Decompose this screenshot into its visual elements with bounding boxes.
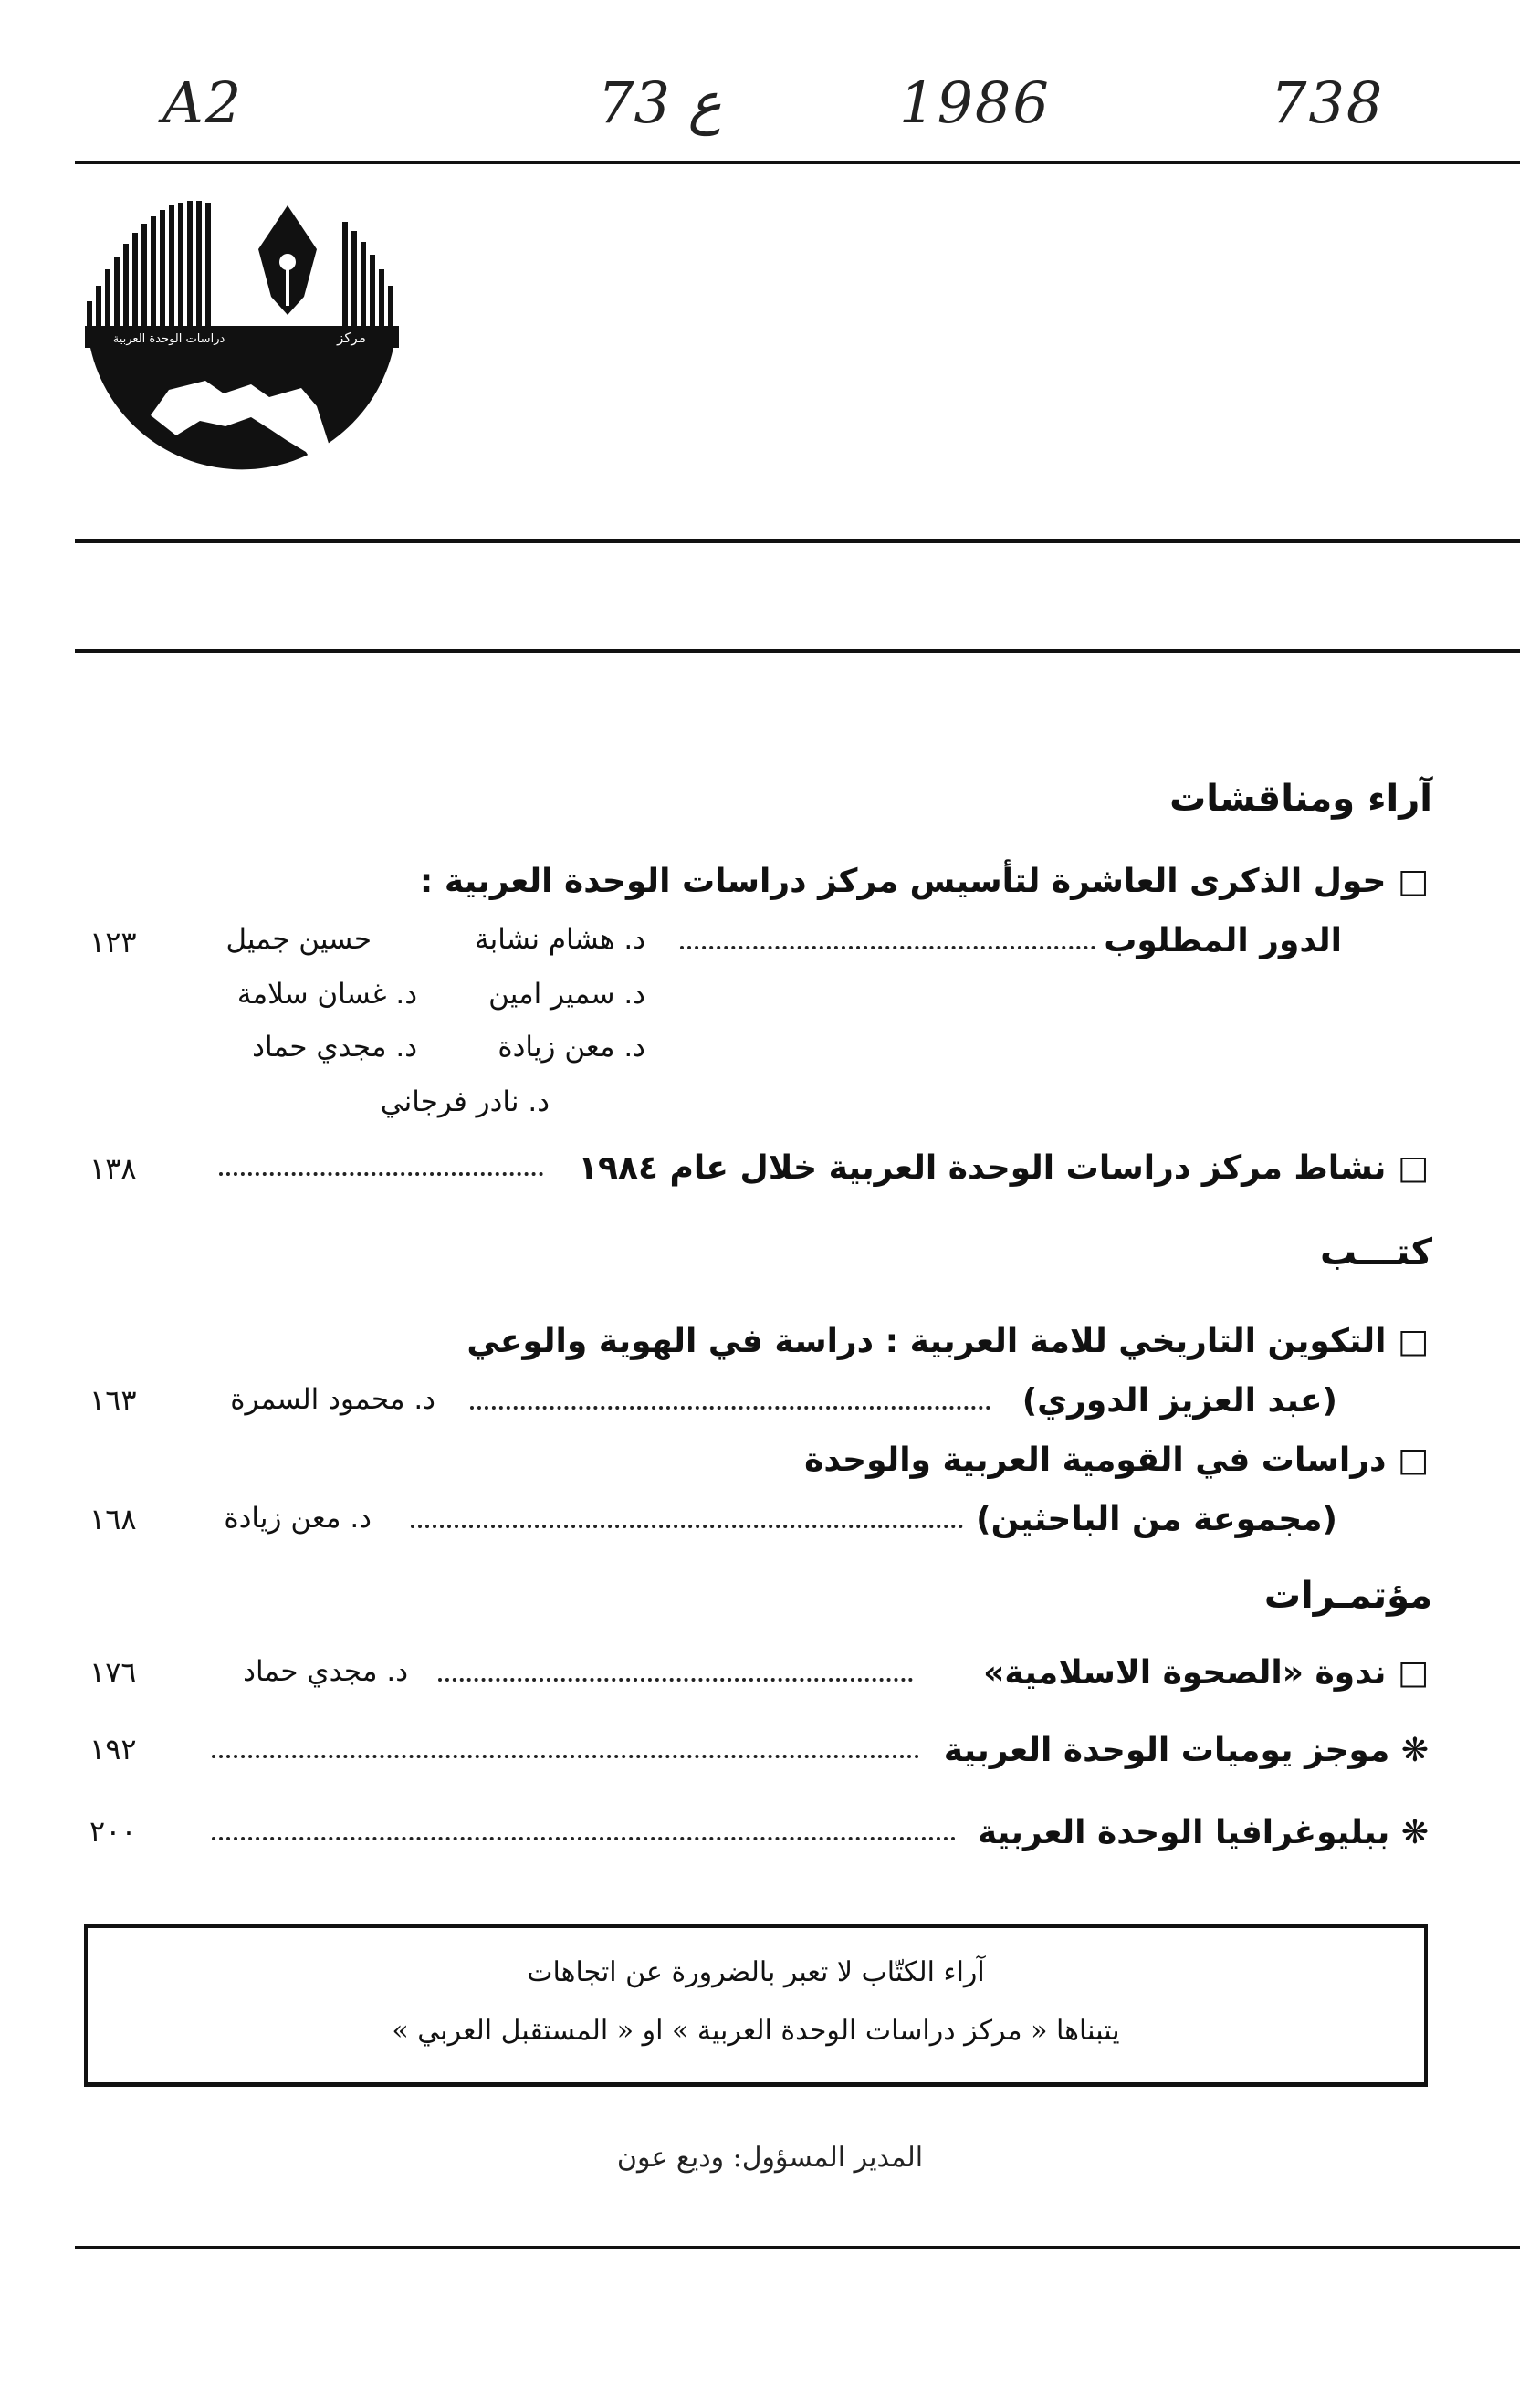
page-number: ١٢٣: [89, 925, 137, 959]
rule-upper: [75, 539, 1520, 543]
entry-title-line: ❋ موجز يوميات الوحدة العربية: [943, 1732, 1429, 1769]
entry-title-line: □ دراسات في القومية العربية والوحدة: [804, 1441, 1429, 1479]
handwritten-note-volume: 73 ع: [598, 69, 722, 136]
author-name: د. سمير امين: [488, 978, 645, 1011]
entry-title-line: ❋ ببليوغرافيا الوحدة العربية: [977, 1814, 1429, 1851]
disclaimer-box: [84, 1924, 1428, 2087]
page-number: ١٦٣: [89, 1383, 137, 1418]
leader-dots: [438, 1678, 913, 1682]
author-name: د. مجدي حماد: [243, 1655, 408, 1688]
leader-dots: [470, 1406, 990, 1410]
entry-title-line: □ نشاط مركز دراسات الوحدة العربية خلال عام ١٩٨٤: [578, 1149, 1429, 1187]
entry-title-line: □ ندوة «الصحوة الاسلامية»: [983, 1654, 1429, 1692]
header-rule: [75, 161, 1520, 164]
page-number: ٢٠٠: [89, 1814, 137, 1849]
logo-label-left: مركز: [337, 330, 366, 346]
leader-dots: [411, 1525, 963, 1528]
rule-lower: [75, 649, 1520, 653]
leader-dots: [219, 1172, 543, 1176]
author-name: د. محمود السمرة: [230, 1383, 435, 1416]
handwritten-note-number: 738: [1271, 69, 1385, 136]
page-number: ١٣٨: [89, 1151, 137, 1186]
leader-dots: [680, 946, 1095, 949]
footer-rule: [75, 2246, 1520, 2249]
author-name: د. معن زيادة: [498, 1031, 645, 1064]
entry-title-line: (عبد العزيز الدوري): [1021, 1382, 1337, 1420]
author-name: د. نادر فرجاني: [380, 1085, 550, 1118]
leader-dots: [212, 1755, 919, 1758]
managing-director: المدير المسؤول: وديع عون: [616, 2142, 924, 2174]
leader-dots: [212, 1837, 956, 1840]
pen-nib-icon: [258, 205, 317, 315]
section-title-books: كتـــب: [1320, 1232, 1432, 1274]
page-number: ١٦٨: [89, 1502, 137, 1536]
page-number: ١٩٢: [89, 1732, 137, 1766]
author-name: د. مجدي حماد: [252, 1031, 417, 1064]
page-number: ١٧٦: [89, 1655, 137, 1690]
section-title-opinions: آراء ومناقشات: [1169, 778, 1432, 820]
disclaimer-line: آراء الكتّاب لا تعبر بالضرورة عن اتجاهات: [527, 1956, 985, 1988]
handwritten-note-year: 1986: [899, 69, 1051, 136]
logo-label-right: دراسات الوحدة العربية: [112, 332, 225, 346]
entry-title-line: (مجموعة من الباحثين): [976, 1501, 1337, 1538]
handwritten-note-a2: A2: [162, 69, 244, 136]
center-logo: [78, 178, 406, 507]
author-name: حسين جميل: [225, 923, 372, 956]
entry-title-line: الدور المطلوب: [1104, 922, 1342, 959]
section-title-conferences: مؤتمـرات: [1263, 1575, 1432, 1617]
entry-title-line: □ حول الذكرى العاشرة لتأسيس مركز دراسات الوحدة العربية :: [419, 863, 1429, 900]
author-name: د. هشام نشابة: [475, 923, 645, 956]
entry-title-line: □ التكوين التاريخي للامة العربية : دراسة في الهوية والوعي: [466, 1323, 1429, 1360]
disclaimer-line: يتبناها « مركز دراسات الوحدة العربية » او « المستقبل العربي »: [392, 2015, 1120, 2047]
author-name: د. غسان سلامة: [236, 978, 417, 1011]
author-name: د. معن زيادة: [224, 1502, 372, 1535]
logo-bars-left: [87, 201, 211, 327]
logo-bars-right: [342, 222, 393, 327]
